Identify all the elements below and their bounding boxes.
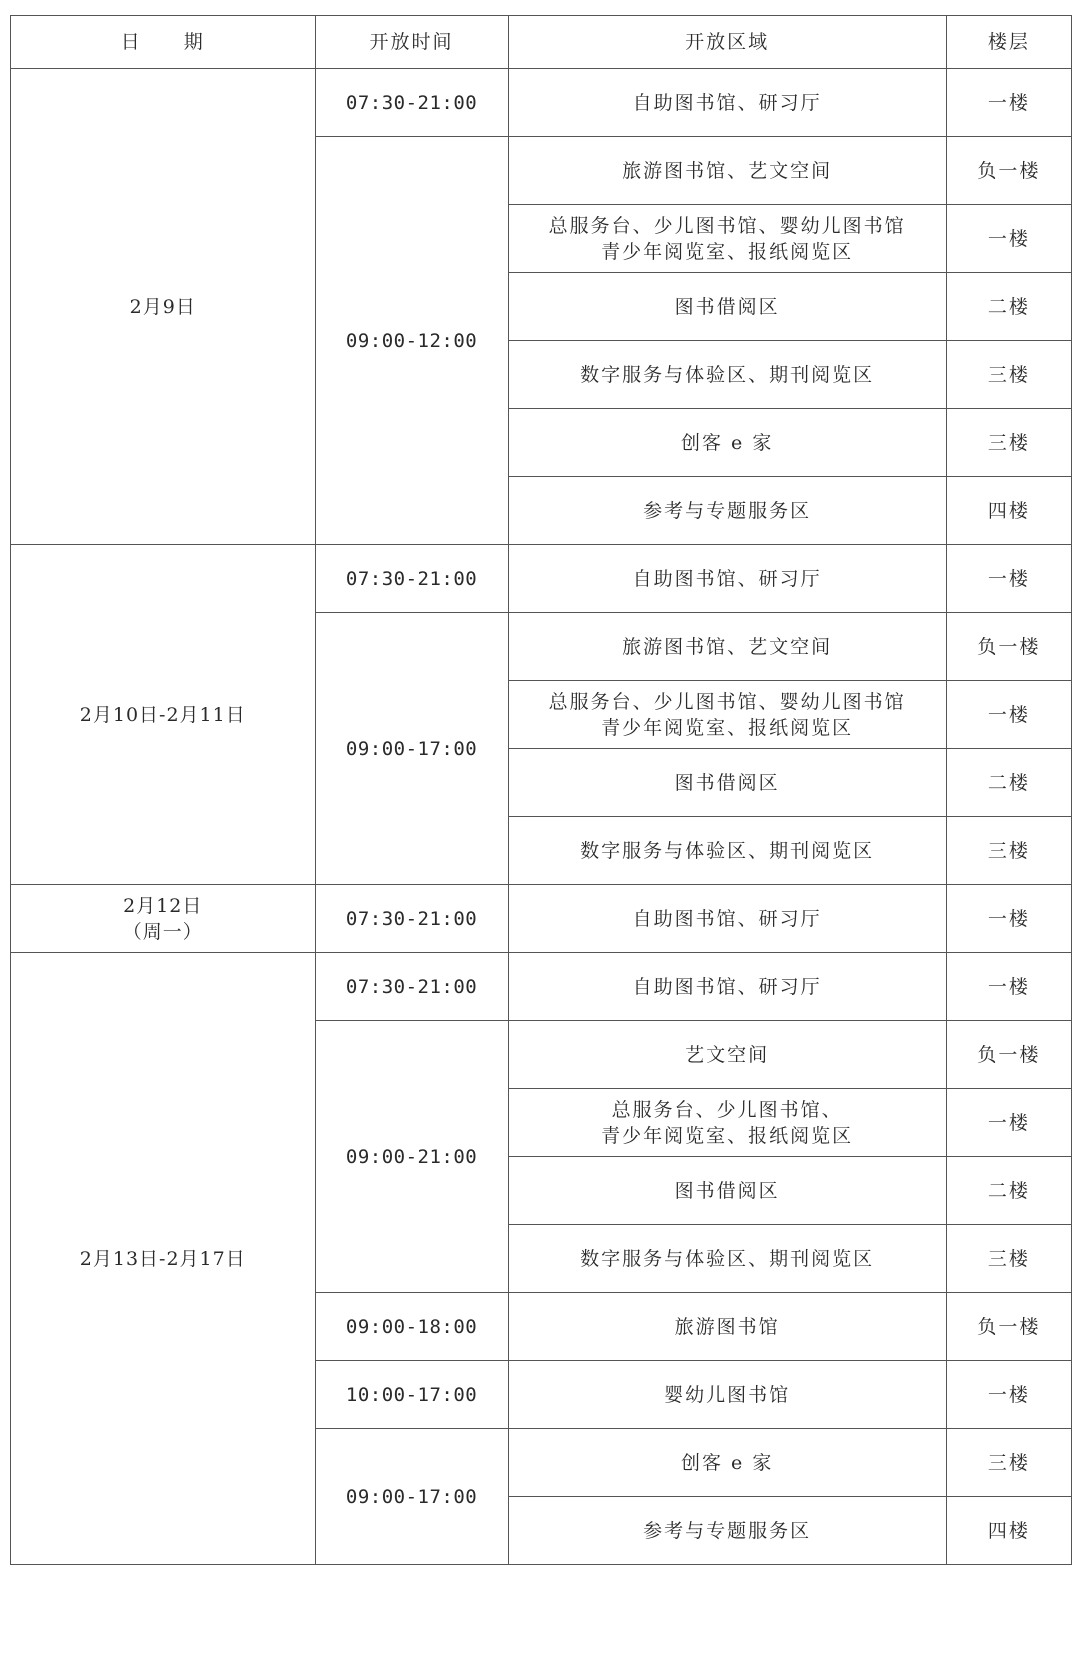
area-cell: 创客 e 家 [508, 1429, 946, 1497]
floor-cell: 四楼 [946, 1497, 1071, 1565]
area-cell: 婴幼儿图书馆 [508, 1361, 946, 1429]
area-cell: 图书借阅区 [508, 273, 946, 341]
area-cell: 数字服务与体验区、期刊阅览区 [508, 817, 946, 885]
floor-cell: 一楼 [946, 1089, 1071, 1157]
area-cell: 数字服务与体验区、期刊阅览区 [508, 341, 946, 409]
area-cell: 创客 e 家 [508, 409, 946, 477]
area-cell: 参考与专题服务区 [508, 1497, 946, 1565]
floor-cell: 一楼 [946, 545, 1071, 613]
area-cell: 旅游图书馆 [508, 1293, 946, 1361]
floor-cell: 一楼 [946, 885, 1071, 953]
area-cell [508, 1089, 946, 1157]
area-cell: 自助图书馆、研习厅 [508, 545, 946, 613]
area-cell: 旅游图书馆、艺文空间 [508, 613, 946, 681]
header-date: 日 期 [11, 16, 316, 69]
area-cell: 图书借阅区 [508, 1157, 946, 1225]
time-cell: 09:00-21:00 [315, 1021, 508, 1293]
floor-cell: 负一楼 [946, 613, 1071, 681]
time-cell: 07:30-21:00 [315, 885, 508, 953]
area-line-1: 总服务台、少儿图书馆、 [611, 1098, 843, 1121]
floor-cell: 一楼 [946, 69, 1071, 137]
header-time: 开放时间 [315, 16, 508, 69]
time-cell: 07:30-21:00 [315, 545, 508, 613]
floor-cell: 二楼 [946, 273, 1071, 341]
floor-cell: 负一楼 [946, 1293, 1071, 1361]
area-cell [508, 205, 946, 273]
floor-cell: 二楼 [946, 749, 1071, 817]
floor-cell: 三楼 [946, 1225, 1071, 1293]
date-line-2: （周一） [122, 920, 203, 943]
floor-cell: 一楼 [946, 1361, 1071, 1429]
area-cell: 自助图书馆、研习厅 [508, 953, 946, 1021]
time-cell: 07:30-21:00 [315, 953, 508, 1021]
schedule-wrapper [10, 15, 1072, 1565]
opening-schedule-table [10, 15, 1072, 1565]
area-cell: 旅游图书馆、艺文空间 [508, 137, 946, 205]
floor-cell: 二楼 [946, 1157, 1071, 1225]
floor-cell: 三楼 [946, 409, 1071, 477]
floor-cell: 一楼 [946, 681, 1071, 749]
table-row [11, 545, 1072, 613]
floor-cell: 四楼 [946, 477, 1071, 545]
table-row [11, 885, 1072, 953]
area-line-2: 青少年阅览室、报纸阅览区 [601, 1124, 854, 1147]
area-line-2: 青少年阅览室、报纸阅览区 [601, 240, 854, 263]
area-cell: 图书借阅区 [508, 749, 946, 817]
date-cell: 2月13日-2月17日 [11, 953, 316, 1565]
time-cell: 09:00-12:00 [315, 137, 508, 545]
area-line-2: 青少年阅览室、报纸阅览区 [601, 716, 854, 739]
area-line-1: 总服务台、少儿图书馆、婴幼儿图书馆 [548, 690, 906, 713]
floor-cell: 三楼 [946, 341, 1071, 409]
area-cell: 艺文空间 [508, 1021, 946, 1089]
area-cell: 数字服务与体验区、期刊阅览区 [508, 1225, 946, 1293]
date-cell: 2月10日-2月11日 [11, 545, 316, 885]
date-line-1: 2月12日 [123, 894, 203, 917]
area-cell: 自助图书馆、研习厅 [508, 885, 946, 953]
area-line-1: 总服务台、少儿图书馆、婴幼儿图书馆 [548, 214, 906, 237]
area-cell: 参考与专题服务区 [508, 477, 946, 545]
time-cell: 07:30-21:00 [315, 69, 508, 137]
header-area: 开放区域 [508, 16, 946, 69]
table-row [11, 69, 1072, 137]
time-cell: 09:00-17:00 [315, 1429, 508, 1565]
floor-cell: 负一楼 [946, 1021, 1071, 1089]
header-row [11, 16, 1072, 69]
area-cell: 自助图书馆、研习厅 [508, 69, 946, 137]
time-cell: 10:00-17:00 [315, 1361, 508, 1429]
floor-cell: 三楼 [946, 1429, 1071, 1497]
date-cell [11, 885, 316, 953]
date-cell: 2月9日 [11, 69, 316, 545]
header-floor: 楼层 [946, 16, 1071, 69]
floor-cell: 负一楼 [946, 137, 1071, 205]
area-cell [508, 681, 946, 749]
time-cell: 09:00-18:00 [315, 1293, 508, 1361]
table-row [11, 953, 1072, 1021]
time-cell: 09:00-17:00 [315, 613, 508, 885]
floor-cell: 一楼 [946, 953, 1071, 1021]
floor-cell: 三楼 [946, 817, 1071, 885]
floor-cell: 一楼 [946, 205, 1071, 273]
